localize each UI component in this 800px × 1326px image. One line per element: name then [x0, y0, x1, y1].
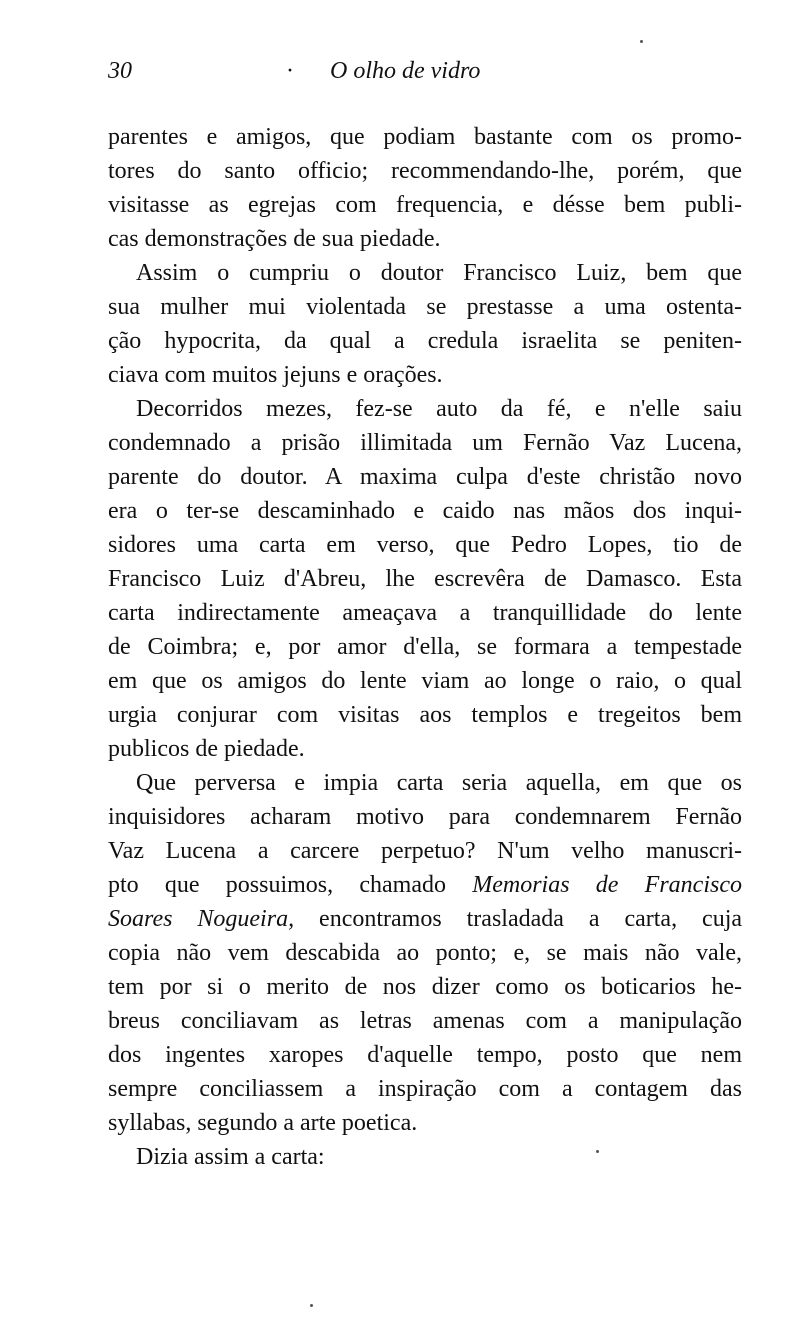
text-line: copia não vem descabida ao ponto; e, se mais não vale, [108, 940, 742, 966]
text-line: sua mulher mui violentada se prestasse a uma ostenta- [108, 294, 742, 320]
body-text [108, 120, 742, 1174]
text-line: sidores uma carta em verso, que Pedro Lopes, tio de [108, 532, 742, 558]
running-head [108, 58, 742, 98]
print-speck [640, 40, 643, 43]
text-line: ciava com muitos jejuns e orações. [108, 362, 443, 388]
running-head-separator: · [286, 58, 294, 84]
print-speck [596, 1150, 599, 1153]
text-fragment: pto que possuimos, chamado [108, 872, 446, 898]
text-line: Francisco Luiz d'Abreu, lhe escrevêra de Damasco. Esta [108, 566, 742, 592]
text-line: condemnado a prisão illimitada um Fernão Vaz Lucena, [108, 430, 742, 456]
text-line: Vaz Lucena a carcere perpetuo? N'um velho manuscri- [108, 838, 742, 864]
text-line: visitasse as egrejas com frequencia, e désse bem publi- [108, 192, 742, 218]
print-speck [310, 1304, 313, 1307]
book-title: O olho de vidro [330, 58, 481, 84]
text-line: era o ter-se descaminhado e caido nas mãos dos inqui- [108, 498, 742, 524]
text-line: parente do doutor. A maxima culpa d'este christão novo [108, 464, 742, 490]
italic-title-fragment: Soares Nogueira, [108, 906, 295, 932]
text-line: em que os amigos do lente viam ao longe o raio, o qual [108, 668, 742, 694]
text-line: breus conciliavam as letras amenas com a manipulação [108, 1008, 742, 1034]
text-line: Que perversa e impia carta seria aquella, em que os [136, 770, 742, 796]
italic-title-fragment: Memorias de Francisco [472, 872, 742, 898]
text-line: syllabas, segundo a arte poetica. [108, 1110, 418, 1136]
text-line: Decorridos mezes, fez-se auto da fé, e n'elle saiu [136, 396, 742, 422]
text-line: dos ingentes xaropes d'aquelle tempo, posto que nem [108, 1042, 742, 1068]
text-line: urgia conjurar com visitas aos templos e tregeitos bem [108, 702, 742, 728]
text-line: tem por si o merito de nos dizer como os boticarios he- [108, 974, 742, 1000]
text-line: sempre conciliassem a inspiração com a contagem das [108, 1076, 742, 1102]
text-line [108, 902, 742, 936]
text-line [108, 868, 742, 902]
text-line: tores do santo officio; recommendando-lhe, porém, que [108, 158, 742, 184]
text-fragment: encontramos trasladada a carta, cuja [319, 906, 743, 932]
text-line: de Coimbra; e, por amor d'ella, se formara a tempestade [108, 634, 742, 660]
text-line: parentes e amigos, que podiam bastante com os promo- [108, 124, 742, 150]
text-line: Dizia assim a carta: [136, 1144, 325, 1170]
text-line: inquisidores acharam motivo para condemnarem Fernão [108, 804, 742, 830]
text-line: Assim o cumpriu o doutor Francisco Luiz, bem que [136, 260, 742, 286]
text-line: publicos de piedade. [108, 736, 305, 762]
text-line: ção hypocrita, da qual a credula israelita se peniten- [108, 328, 742, 354]
text-line: carta indirectamente ameaçava a tranquillidade do lente [108, 600, 742, 626]
page-number: 30 [108, 58, 132, 84]
text-line: cas demonstrações de sua piedade. [108, 226, 441, 252]
